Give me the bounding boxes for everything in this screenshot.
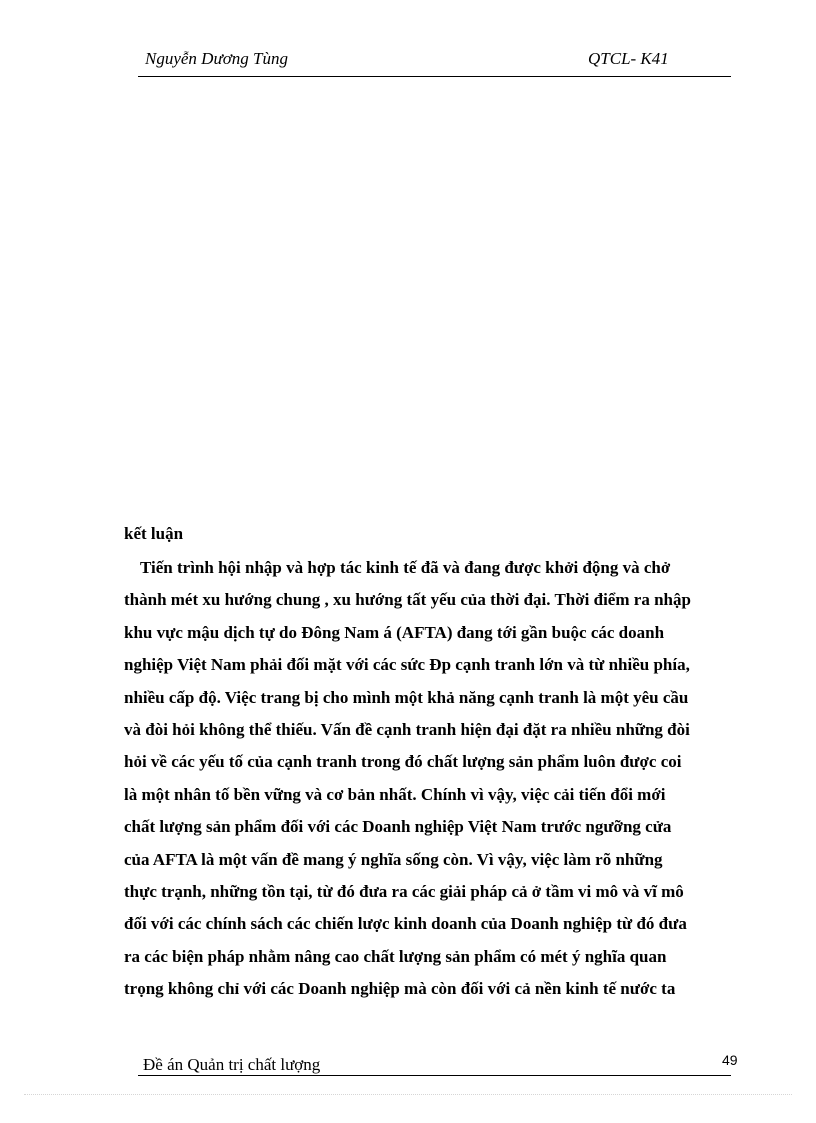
paragraph-line: chất lượng sản phẩm đối với các Doanh nghiệp Việt Nam trước ngưỡng cửa bbox=[124, 817, 672, 837]
paragraph-line: trọng không chỉ với các Doanh nghiệp mà còn đối với cả nền kinh tế nước ta bbox=[124, 979, 676, 999]
paragraph-line: đối với các chính sách các chiến lược kinh doanh của Doanh nghiệp từ đó đưa bbox=[124, 914, 687, 934]
page-boundary bbox=[24, 1094, 792, 1095]
paragraph-line: Tiến trình hội nhập và hợp tác kinh tế đã và đang được khởi động và chở bbox=[140, 558, 671, 577]
footer-rule bbox=[138, 1075, 731, 1076]
section-heading: kết luận bbox=[124, 524, 184, 543]
header-rule bbox=[138, 76, 731, 77]
page-number: 49 bbox=[722, 1052, 738, 1068]
paragraph-line: thành mét xu hướng chung , xu hướng tất yếu của thời đại. Thời điểm ra nhập bbox=[124, 590, 691, 610]
footer-title: Đề án Quản trị chất lượng bbox=[143, 1055, 321, 1074]
paragraph-line: là một nhân tố bền vững và cơ bản nhất. Chính vì vậy, việc cải tiến đổi mới bbox=[124, 784, 666, 804]
header-author: Nguyễn Dương Tùng bbox=[145, 49, 289, 68]
paragraph-line: ra các biện pháp nhằm nâng cao chất lượng sản phẩm có mét ý nghĩa quan bbox=[124, 946, 667, 966]
paragraph-line: của AFTA là một vấn đề mang ý nghĩa sống còn. Vì vậy, việc làm rõ những bbox=[124, 849, 663, 869]
paragraph-line: và đòi hỏi không thể thiếu. Vấn đề cạnh tranh hiện đại đặt ra nhiều những đòi bbox=[124, 719, 690, 739]
paragraph-line: nhiều cấp độ. Việc trang bị cho mình một khả năng cạnh tranh là một yêu cầu bbox=[124, 687, 689, 707]
paragraph-line: thực trạnh, những tồn tại, từ đó đưa ra các giải pháp cả ở tầm vi mô và vĩ mô bbox=[124, 881, 684, 901]
header-course-code: QTCL- K41 bbox=[588, 49, 669, 68]
paragraph-line: nghiệp Việt Nam phải đối mặt với các sức Đp cạnh tranh lớn và từ nhiều phía, bbox=[124, 655, 690, 675]
paragraph-line: hỏi về các yếu tố của cạnh tranh trong đó chất lượng sản phẩm luôn được coi bbox=[124, 752, 682, 772]
paragraph-line: khu vực mậu dịch tự do Đông Nam á (AFTA) đang tới gần buộc các doanh bbox=[124, 622, 665, 642]
body-paragraph bbox=[124, 552, 754, 1005]
